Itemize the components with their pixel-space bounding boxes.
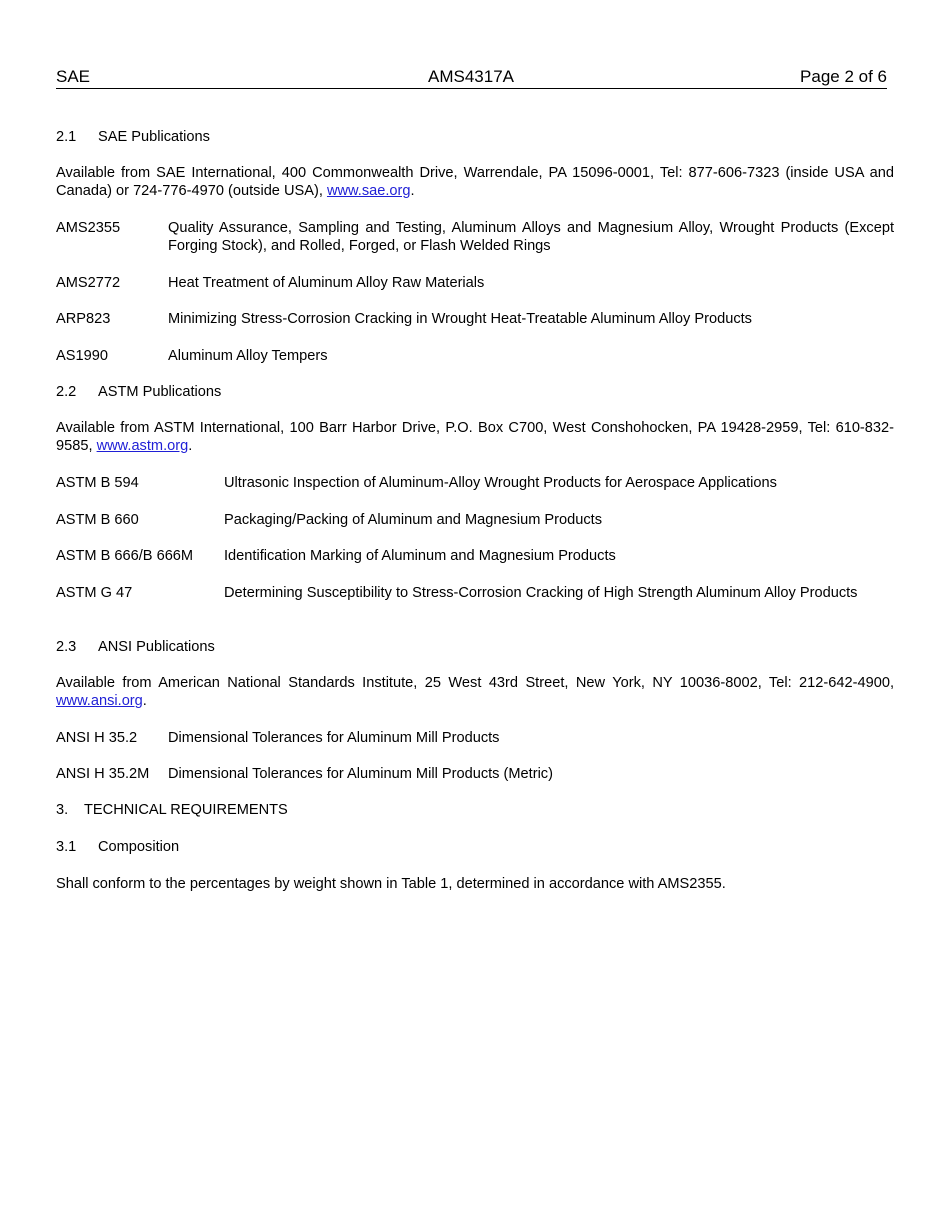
section-heading-3 xyxy=(56,801,894,819)
section-heading-2-1 xyxy=(56,128,894,146)
reference-code: ARP823 xyxy=(56,311,111,327)
reference-code: ASTM B 666/B 666M xyxy=(56,548,194,564)
section-heading-2-2 xyxy=(56,383,894,401)
section-number: 2.2 xyxy=(56,384,77,400)
reference-title: Minimizing Stress-Corrosion Cracking in Wrought Heat-Treatable Aluminum Alloy Products xyxy=(168,311,752,327)
reference-code: ASTM B 660 xyxy=(56,512,139,528)
reference-code: ANSI H 35.2M xyxy=(56,766,150,782)
reference-item xyxy=(56,347,894,365)
reference-code: AMS2355 xyxy=(56,220,121,236)
reference-item xyxy=(56,219,894,255)
section-title: ASTM Publications xyxy=(98,384,222,400)
reference-title: Quality Assurance, Sampling and Testing, Aluminum Alloys and Magnesium Alloy, Wrought Products (Except Forging Stock), and Rolled, Forged, or Flash Welded Rings xyxy=(168,220,894,254)
reference-title: Dimensional Tolerances for Aluminum Mill Products (Metric) xyxy=(168,766,553,782)
reference-item xyxy=(56,765,894,783)
reference-item xyxy=(56,547,894,565)
reference-title: Identification Marking of Aluminum and Magnesium Products xyxy=(224,548,616,564)
reference-code: ANSI H 35.2 xyxy=(56,730,138,746)
reference-title: Determining Susceptibility to Stress-Corrosion Cracking of High Strength Aluminum Alloy Products xyxy=(224,585,858,601)
section-title: Composition xyxy=(98,839,180,855)
composition-paragraph: Shall conform to the percentages by weight shown in Table 1, determined in accordance with AMS2355. xyxy=(56,876,726,892)
availability-end: . xyxy=(142,693,147,709)
reference-title: Packaging/Packing of Aluminum and Magnesium Products xyxy=(224,512,603,528)
reference-code: AMS2772 xyxy=(56,275,121,291)
sae-website-link[interactable]: www.sae.org xyxy=(326,183,411,199)
reference-item xyxy=(56,584,894,602)
page-header xyxy=(56,66,887,89)
section-heading-2-3 xyxy=(56,638,894,656)
section-number: 3.1 xyxy=(56,839,77,855)
section-heading-3-1 xyxy=(56,838,894,856)
header-page-number: Page 2 of 6 xyxy=(800,67,887,86)
section-number: 3. xyxy=(56,802,69,818)
availability-end: . xyxy=(188,438,193,454)
reference-item xyxy=(56,474,894,492)
ansi-availability-paragraph xyxy=(56,674,894,710)
section-title: SAE Publications xyxy=(98,129,210,145)
reference-code: ASTM G 47 xyxy=(56,585,133,601)
reference-item xyxy=(56,274,894,292)
header-doc-number: AMS4317A xyxy=(428,67,514,86)
reference-code: AS1990 xyxy=(56,348,108,364)
reference-code: ASTM B 594 xyxy=(56,475,139,491)
section-title: TECHNICAL REQUIREMENTS xyxy=(84,802,288,818)
availability-text: Available from American National Standards Institute, 25 West 43rd Street, New York, NY 10036-8002, Tel: 212-642-4900, xyxy=(56,675,894,691)
ansi-website-link[interactable]: www.ansi.org xyxy=(56,693,143,709)
reference-item xyxy=(56,511,894,529)
availability-text: Available from SAE International, 400 Commonwealth Drive, Warrendale, PA 15096-0001, Tel: 877-606-7323 (inside USA and Canada) or 724-776-4970 (outside USA), xyxy=(56,165,894,199)
availability-end: . xyxy=(410,183,415,199)
reference-title: Dimensional Tolerances for Aluminum Mill Products xyxy=(168,730,500,746)
astm-website-link[interactable]: www.astm.org xyxy=(96,438,189,454)
section-title: ANSI Publications xyxy=(98,639,215,655)
availability-text: Available from ASTM International, 100 Barr Harbor Drive, P.O. Box C700, West Conshohocken, PA 19428-2959, Tel: 610-832-9585, xyxy=(56,420,894,454)
reference-item xyxy=(56,729,894,747)
reference-title: Heat Treatment of Aluminum Alloy Raw Materials xyxy=(168,275,485,291)
reference-item xyxy=(56,310,894,328)
astm-availability-paragraph xyxy=(56,419,894,455)
reference-title: Aluminum Alloy Tempers xyxy=(168,348,328,364)
section-number: 2.3 xyxy=(56,639,77,655)
section-number: 2.1 xyxy=(56,129,77,145)
reference-title: Ultrasonic Inspection of Aluminum-Alloy Wrought Products for Aerospace Applications xyxy=(224,475,777,491)
sae-availability-paragraph xyxy=(56,164,894,200)
header-org: SAE xyxy=(56,67,91,86)
